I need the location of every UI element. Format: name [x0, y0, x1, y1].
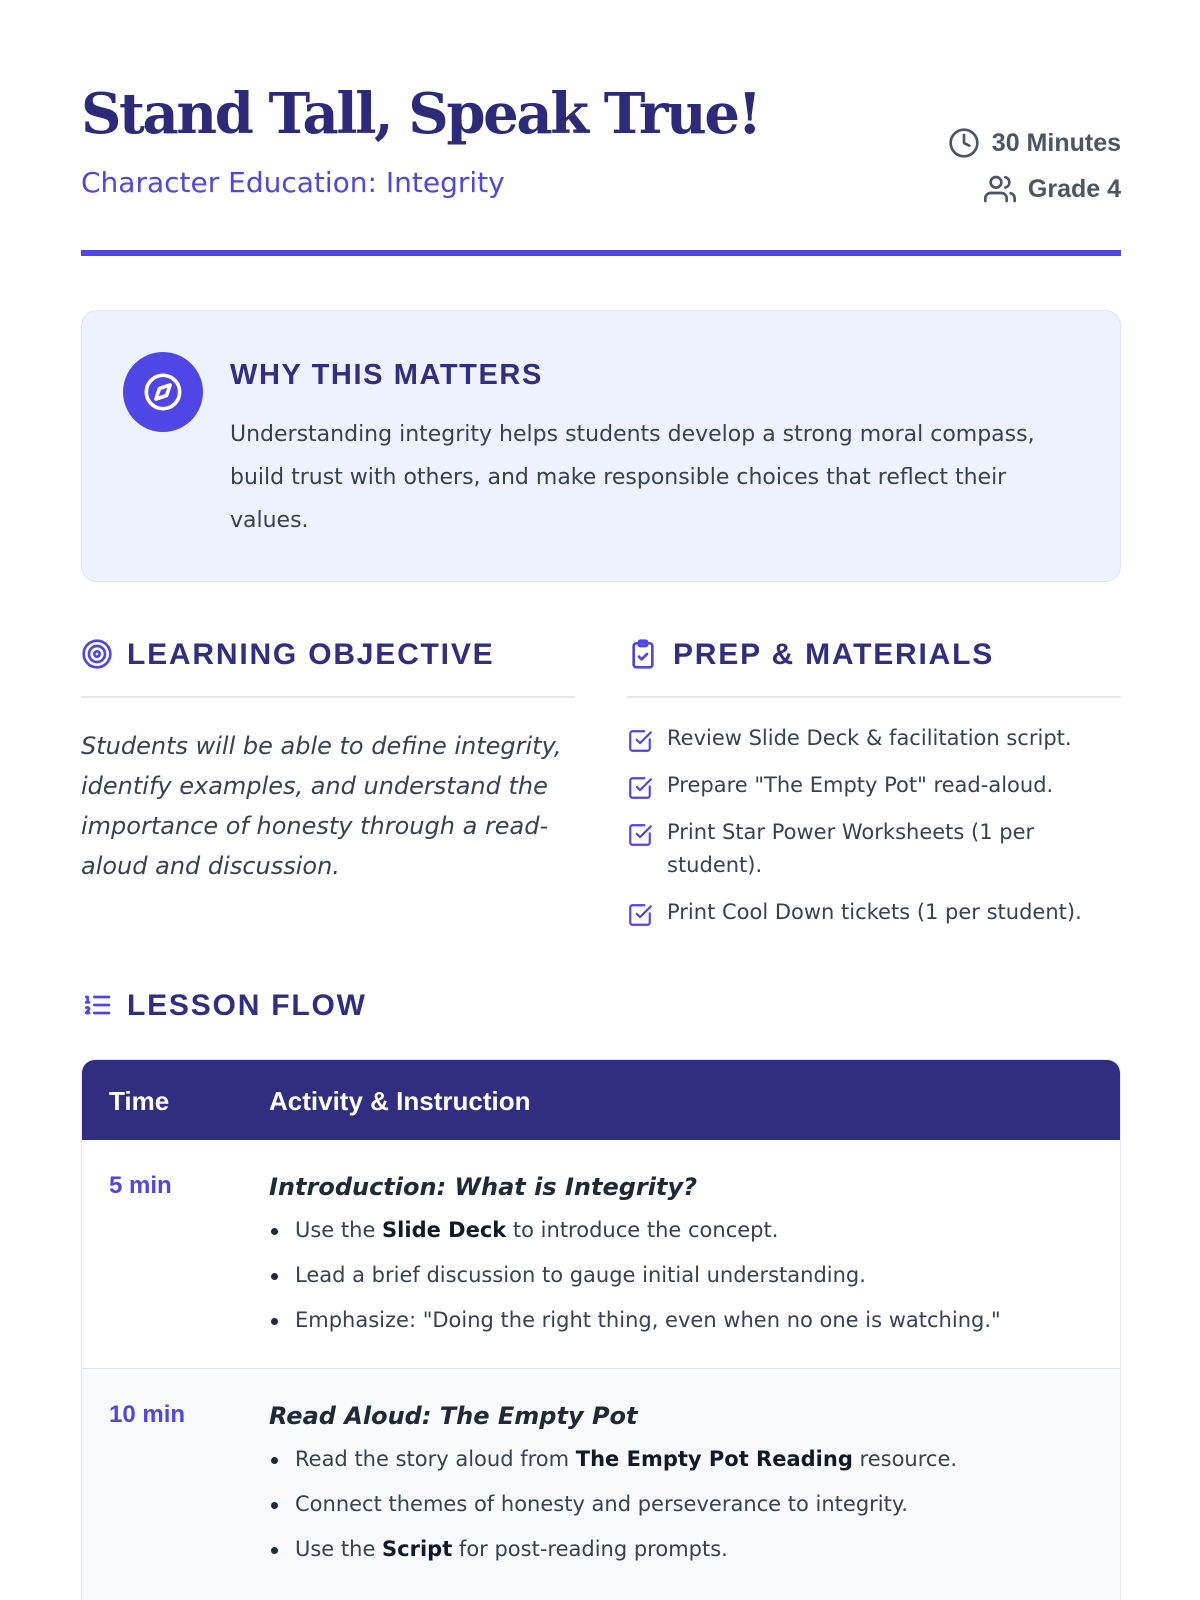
checkbox-checked-icon [627, 728, 653, 754]
lesson-flow-heading: LESSON FLOW [127, 989, 367, 1022]
clipboard-check-icon [627, 638, 659, 670]
why-this-matters-card [81, 310, 1121, 582]
compass-icon [143, 372, 183, 412]
prep-item [627, 722, 1121, 755]
prep-item-text: Review Slide Deck & facilitation script. [667, 726, 1072, 750]
row-activity [269, 1399, 1089, 1572]
column-header-activity: Activity & Instruction [269, 1086, 531, 1116]
column-header-time: Time [109, 1086, 170, 1116]
list-ordered-icon [81, 989, 113, 1021]
activity-step: Read the story aloud from The Empty Pot Reading resource. [269, 1437, 1089, 1482]
prep-item-text: Print Cool Down tickets (1 per student). [667, 900, 1082, 924]
lesson-flow-header [81, 985, 581, 1025]
prep-item-text: Prepare "The Empty Pot" read-aloud. [667, 773, 1054, 797]
clock-icon [948, 127, 980, 159]
activity-title: Introduction: What is Integrity? [269, 1173, 698, 1201]
activity-step: Use the Script for post-reading prompts. [269, 1527, 1089, 1572]
lesson-flow-table [81, 1059, 1121, 1600]
objective-heading: LEARNING OBJECTIVE [127, 638, 495, 671]
activity-step: Emphasize: "Doing the right thing, even when no one is watching." [269, 1298, 1089, 1343]
compass-badge [123, 352, 203, 432]
activity-steps [269, 1208, 1089, 1343]
row-activity [269, 1170, 1089, 1343]
page-header [81, 80, 1121, 256]
why-body: Understanding integrity helps students develop a strong moral compass, build trust with others, and make responsible choices that reflect their values. [230, 422, 1035, 533]
prep-item [627, 769, 1121, 802]
activity-title: Read Aloud: The Empty Pot [269, 1402, 638, 1430]
prep-item-text: Print Star Power Worksheets (1 per student). [667, 820, 1035, 877]
row-time: 5 min [109, 1172, 172, 1199]
objective-text: Students will be able to define integrity, identify examples, and understand the importance of honesty through a read-aloud and discussion. [81, 732, 562, 880]
lesson-plan-page [81, 0, 1121, 1600]
prep-item [627, 816, 1121, 882]
table-row [82, 1369, 1121, 1600]
prep-section-header [627, 618, 1121, 698]
page-subtitle: Character Education: Integrity [81, 166, 505, 199]
prep-item [627, 896, 1121, 929]
prep-checklist [627, 722, 1121, 943]
why-heading: WHY THIS MATTERS [230, 359, 543, 391]
table-header [82, 1060, 1121, 1140]
grade-info [948, 166, 1121, 212]
users-icon [984, 173, 1016, 205]
checkbox-checked-icon [627, 902, 653, 928]
objective-section-header [81, 618, 575, 698]
activity-step: Lead a brief discussion to gauge initial understanding. [269, 1253, 1089, 1298]
activity-steps [269, 1437, 1089, 1572]
prep-heading: PREP & MATERIALS [673, 638, 995, 671]
table-row [82, 1140, 1121, 1369]
activity-step: Connect themes of honesty and perseverance to integrity. [269, 1482, 1089, 1527]
page-title: Stand Tall, Speak True! [81, 81, 760, 147]
checkbox-checked-icon [627, 822, 653, 848]
grade-text: Grade 4 [1027, 174, 1121, 203]
lesson-meta [948, 120, 1121, 212]
duration-info [948, 120, 1121, 166]
row-time: 10 min [109, 1401, 186, 1428]
activity-step: Use the Slide Deck to introduce the concept. [269, 1208, 1089, 1253]
target-icon [81, 638, 113, 670]
checkbox-checked-icon [627, 775, 653, 801]
duration-text: 30 Minutes [991, 128, 1121, 157]
